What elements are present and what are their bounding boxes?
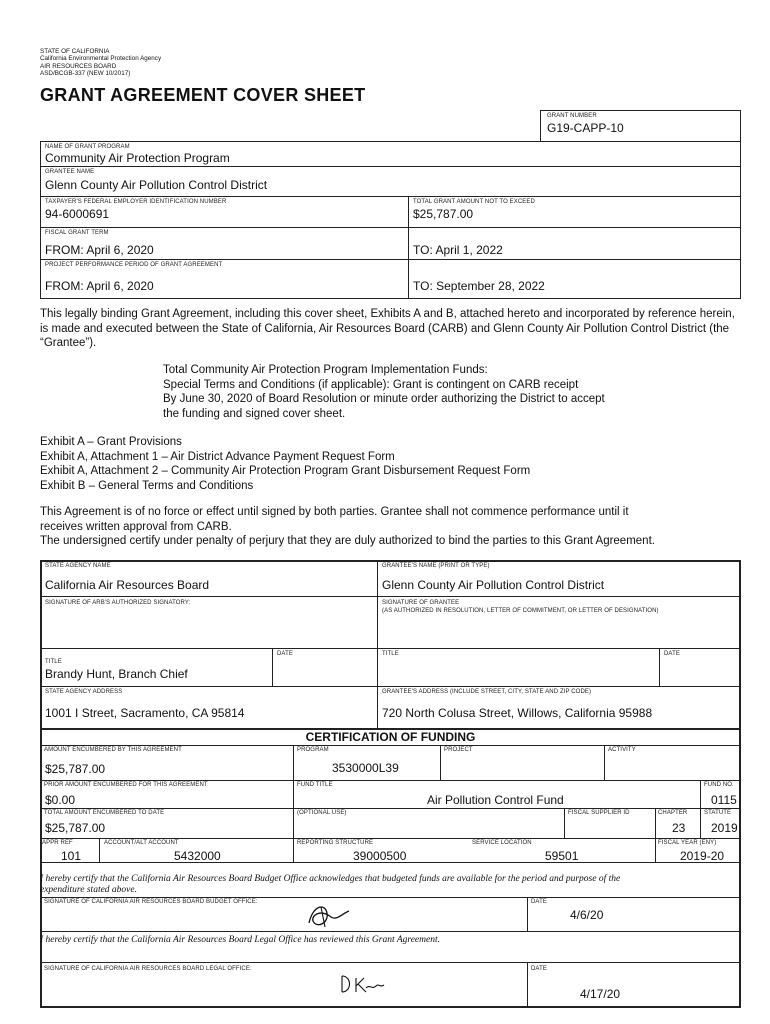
grant-number: G19-CAPP-10 (547, 121, 624, 135)
legal-certification: I hereby certify that the California Air Resources Board Legal Office has reviewed this Grant Agreement. (40, 935, 440, 945)
appr-ref-label: APPR REF (42, 840, 73, 846)
project-label: PROJECT (444, 747, 473, 753)
service-location: 59501 (545, 849, 579, 863)
grantee-address-label: GRANTEE'S ADDRESS (INCLUDE STREET, CITY, STATE AND ZIP CODE) (382, 689, 592, 695)
divider (564, 808, 565, 838)
grantee-signature-label: SIGNATURE OF GRANTEE (382, 600, 460, 606)
agency-header (40, 48, 161, 78)
performance-period-label: PROJECT PERFORMANCE PERIOD OF GRANT AGREEMENT (45, 262, 223, 268)
divider (40, 838, 741, 839)
legal-signature-label: SIGNATURE OF CALIFORNIA AIR RESOURCES BOARD LEGAL OFFICE: (44, 966, 252, 972)
divider (40, 745, 741, 746)
arb-title-label: TITLE (45, 659, 62, 665)
exhibit-list (40, 435, 530, 493)
funds-line: By June 30, 2020 of Board Resolution or minute order authorizing the District to accept (163, 393, 605, 405)
legal-date: 4/17/20 (580, 987, 621, 1001)
intro-paragraph: This legally binding Grant Agreement, including this cover sheet, Exhibits A and B, attached hereto and incorporated by reference herein, is made and executed between the State of California, Air Resources Board (CARB) and Glenn County Air Pollution Control District (the “Grantee”). (40, 308, 735, 349)
total-amount-value: $25,787.00 (413, 207, 474, 221)
performance-from: FROM: April 6, 2020 (45, 279, 154, 293)
divider (40, 931, 741, 932)
amount-encumbered: $25,787.00 (45, 762, 106, 776)
funds-line: the funding and signed cover sheet. (163, 407, 346, 420)
funds-block (163, 363, 605, 421)
chapter: 23 (672, 821, 686, 835)
prior-amount-label: PRIOR AMOUNT ENCUMBERED FOR THIS AGREEMENT (44, 782, 208, 788)
divider (40, 596, 741, 597)
divider (604, 745, 605, 780)
grant-number-label: GRANT NUMBER (547, 113, 597, 119)
reporting-structure-label: REPORTING STRUCTURE (297, 840, 374, 846)
reporting-structure: 39000500 (353, 849, 407, 863)
agency-line: ASD/BCGB-337 (NEW 10/2017) (40, 70, 131, 78)
divider (377, 560, 378, 728)
agency-line: STATE OF CALIFORNIA (40, 48, 110, 55)
fiscal-term-label: FISCAL GRANT TERM (45, 230, 109, 236)
fiscal-year: 2019-20 (680, 849, 725, 863)
program-name-label: NAME OF GRANT PROGRAM (45, 144, 130, 150)
fiscal-term-to: TO: April 1, 2022 (413, 243, 503, 257)
page-title: GRANT AGREEMENT COVER SHEET (40, 85, 366, 105)
divider (40, 196, 741, 197)
divider (99, 838, 100, 862)
budget-date-label: DATE (531, 899, 547, 905)
fiscal-supplier-label: FISCAL SUPPLIER ID (568, 810, 630, 816)
state-agency-name: California Air Resources Board (45, 578, 210, 592)
program-name: Community Air Protection Program (45, 151, 230, 165)
funds-line: Special Terms and Conditions (if applicable): Grant is contingent on CARB receipt (163, 378, 579, 391)
budget-cert-line: expenditure stated above. (40, 885, 137, 895)
state-address-label: STATE AGENCY ADDRESS (45, 689, 123, 695)
program-code: 3530000L39 (332, 761, 399, 775)
program-code-label: PROGRAM (297, 747, 329, 753)
arb-date-label: DATE (277, 651, 293, 657)
divider (293, 838, 294, 862)
fein-value: 94-6000691 (45, 207, 110, 221)
funds-line: Total Community Air Protection Program Implementation Funds: (163, 364, 488, 376)
exhibit-item: Exhibit A, Attachment 1 – Air District Advance Payment Request Form (40, 450, 395, 463)
divider (655, 808, 656, 862)
divider (700, 780, 701, 838)
fein-label: TAXPAYER'S FEDERAL EMPLOYER IDENTIFICATION NUMBER (45, 199, 227, 205)
service-location-label: SERVICE LOCATION (472, 840, 532, 846)
arb-signature-label: SIGNATURE OF ARB'S AUTHORIZED SIGNATORY: (45, 600, 191, 606)
divider (40, 648, 741, 649)
state-agency-label: STATE AGENCY NAME (45, 563, 111, 569)
budget-signature-mark (303, 899, 355, 931)
budget-certification (40, 874, 744, 896)
grantee-date-label: DATE (664, 651, 680, 657)
grantee-name-label: GRANTEE NAME (45, 169, 95, 175)
force-line: This Agreement is of no force or effect until signed by both parties. Grantee shall not commence performance until it (40, 506, 629, 518)
force-line: receives written approval from CARB. (40, 520, 232, 533)
statute-label: STATUTE (704, 810, 732, 816)
total-amount-label: TOTAL GRANT AMOUNT NOT TO EXCEED (413, 199, 535, 205)
divider (40, 897, 741, 898)
divider (440, 745, 441, 780)
funding-heading: CERTIFICATION OF FUNDING (305, 730, 476, 744)
fund-no: 0115 (711, 793, 737, 807)
grantee-address: 720 North Colusa Street, Willows, California 95988 (382, 706, 653, 720)
agency-line: AIR RESOURCES BOARD (40, 62, 117, 70)
prior-amount: $0.00 (45, 793, 76, 807)
performance-to: TO: September 28, 2022 (413, 279, 545, 293)
agency-line: California Environmental Protection Agency (40, 55, 162, 63)
force-line: The undersigned certify under penalty of perjury that they are duly authorized to bind the parties to this Grant Agreement. (40, 535, 655, 547)
optional-use-label: (OPTIONAL USE) (297, 810, 347, 816)
total-encumbered: $25,787.00 (45, 821, 106, 835)
grantee-signature-note: (AS AUTHORIZED IN RESOLUTION, LETTER OF COMMITMENT, OR LETTER OF DESIGNATION) (382, 608, 659, 614)
divider (527, 897, 528, 931)
fiscal-year-label: FISCAL YEAR (ENY) (658, 840, 717, 846)
grantee-print-name: Glenn County Air Pollution Control District (382, 578, 605, 592)
grantee-print-label: GRANTEE'S NAME (PRINT OR TYPE) (382, 563, 490, 569)
fiscal-term-from: FROM: April 6, 2020 (45, 243, 154, 257)
legal-date-label: DATE (531, 966, 547, 972)
activity-label: ACTIVITY (608, 747, 636, 753)
exhibit-item: Exhibit A – Grant Provisions (40, 436, 182, 448)
force-paragraph (40, 505, 655, 549)
fund-no-label: FUND NO. (704, 782, 734, 788)
arb-title: Brandy Hunt, Branch Chief (45, 667, 188, 681)
divider (40, 166, 741, 167)
divider (272, 648, 273, 686)
divider (408, 196, 409, 299)
account-label: ACCOUNT/ALT ACCOUNT (104, 840, 179, 846)
divider (40, 962, 741, 963)
grantee-title-label: TITLE (382, 651, 399, 657)
budget-signature-label: SIGNATURE OF CALIFORNIA AIR RESOURCES BOARD BUDGET OFFICE: (44, 899, 258, 905)
fund-title-label: FUND TITLE (297, 782, 333, 788)
budget-cert-line: I hereby certify that the California Air Resources Board Budget Office acknowledges that budgeted funds are available for the period and purpose of the (40, 874, 621, 884)
divider (527, 962, 528, 1008)
divider (40, 227, 741, 228)
legal-signature-mark (338, 972, 386, 996)
account: 5432000 (174, 849, 221, 863)
exhibit-item: Exhibit B – General Terms and Conditions (40, 479, 254, 492)
divider (40, 780, 741, 781)
state-address: 1001 I Street, Sacramento, CA 95814 (45, 706, 245, 720)
fund-title: Air Pollution Control Fund (427, 793, 564, 807)
grantee-name: Glenn County Air Pollution Control District (45, 178, 268, 192)
divider (40, 808, 741, 809)
divider (659, 648, 660, 686)
divider (40, 686, 741, 687)
divider (293, 745, 294, 838)
exhibit-item: Exhibit A, Attachment 2 – Community Air Protection Program Grant Disbursement Request Form (40, 465, 531, 477)
budget-date: 4/6/20 (570, 908, 604, 922)
amount-encumbered-label: AMOUNT ENCUMBERED BY THIS AGREEMENT (44, 747, 182, 753)
chapter-label: CHAPTER (658, 810, 688, 816)
divider (40, 259, 741, 260)
appr-ref: 101 (61, 849, 82, 863)
statute: 2019 (711, 821, 738, 835)
total-encumbered-label: TOTAL AMOUNT ENCUMBERED TO DATE (44, 810, 165, 816)
